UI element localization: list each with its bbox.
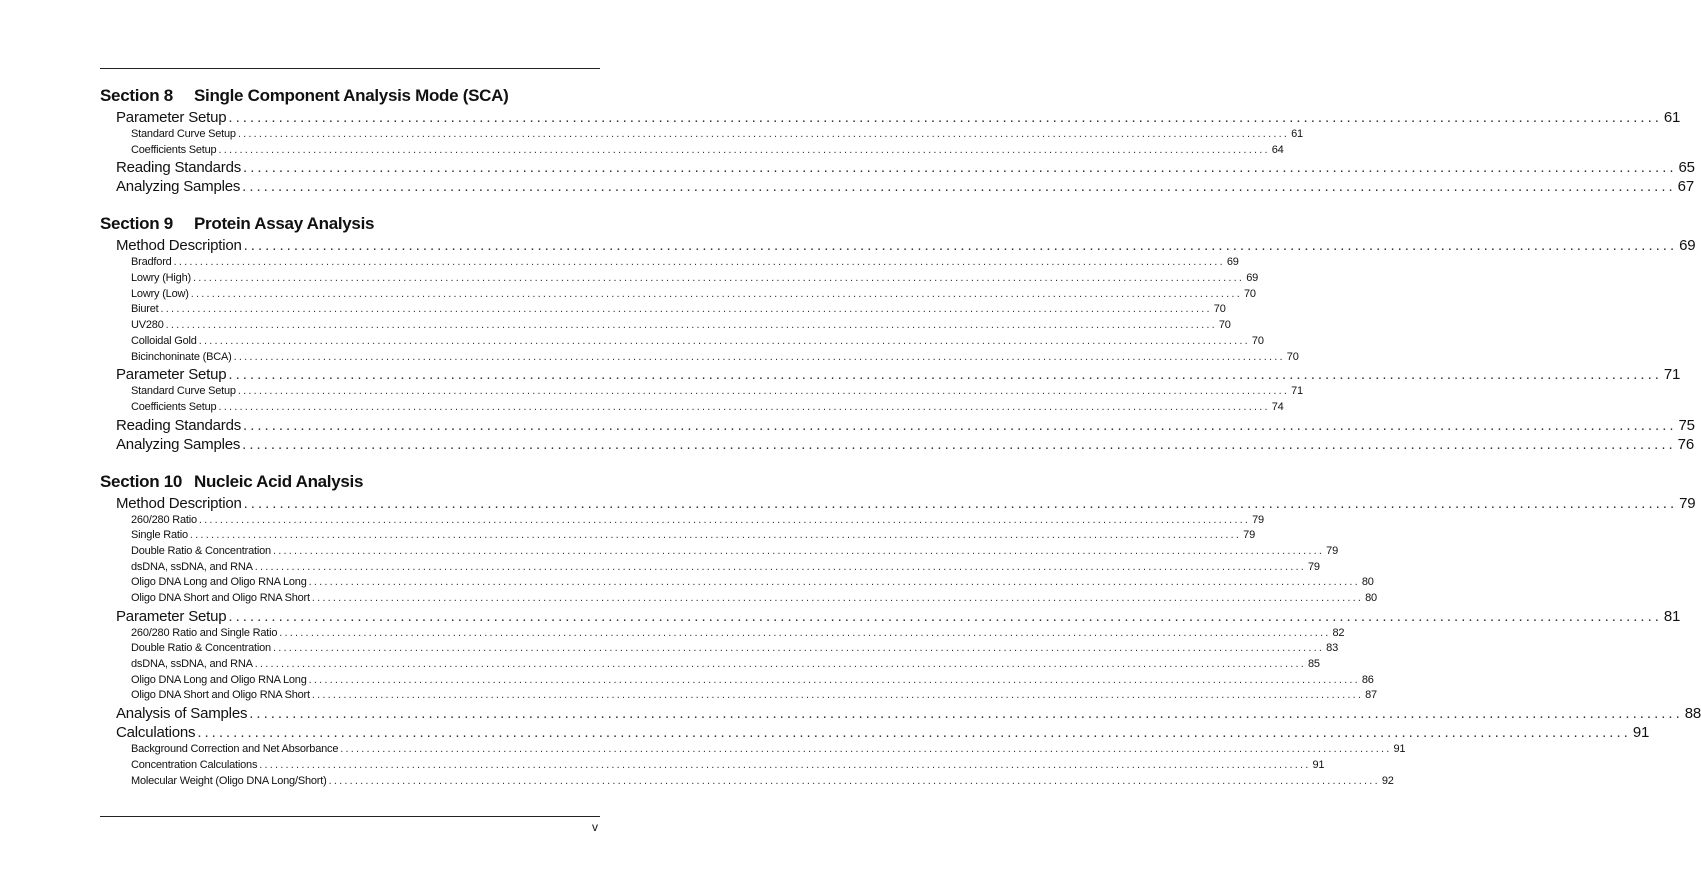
entry-page[interactable]: 80 — [1365, 592, 1377, 604]
toc-subentry[interactable] — [100, 143, 1284, 159]
bottom-rule — [100, 816, 600, 817]
dot-leader: ........................................................................................................................................................................................................ — [197, 724, 1631, 742]
toc-entry[interactable] — [100, 607, 1681, 626]
section-heading — [100, 470, 600, 494]
toc-subentry[interactable] — [100, 560, 1320, 576]
toc-entry[interactable] — [100, 108, 1681, 127]
toc-subentry[interactable] — [100, 350, 1299, 366]
entry-page[interactable]: 70 — [1213, 303, 1226, 316]
dot-leader: ........................................................................................................................................................................................................ — [243, 159, 1677, 177]
toc-subentry[interactable] — [100, 271, 1259, 287]
dot-leader: ........................................................................................................................................................................................................ — [192, 272, 1245, 285]
entry-page[interactable]: 74 — [1271, 400, 1284, 413]
dot-leader: ........................................................................................................................................................................................................ — [189, 529, 1242, 542]
section-number: Section 8 — [100, 86, 173, 105]
toc-subentry[interactable] — [100, 742, 1406, 758]
dot-leader: ........................................................................................................................................................................................................ — [311, 689, 1364, 702]
entry-page[interactable]: 79 — [1307, 560, 1320, 573]
entry-page[interactable]: 82 — [1332, 626, 1345, 639]
entry-page[interactable]: 91 — [1632, 724, 1650, 742]
entry-label[interactable]: Reading Standards — [116, 159, 242, 177]
entry-label[interactable]: Coefficients Setup — [131, 400, 217, 413]
entry-label[interactable]: Double Ratio & Concentration — [131, 642, 271, 655]
toc-entry[interactable] — [100, 158, 1695, 177]
toc-subentry[interactable] — [100, 758, 1325, 774]
entry-label[interactable]: Oligo DNA Long and Oligo RNA Long — [131, 673, 307, 686]
dot-leader: ........................................................................................................................................................................................................ — [173, 256, 1225, 269]
entry-page[interactable]: 69 — [1679, 237, 1696, 255]
entry-label[interactable]: Bicinchoninate (BCA) — [131, 350, 232, 363]
toc-entry[interactable] — [100, 704, 1701, 723]
entry-page[interactable]: 67 — [1677, 178, 1694, 196]
toc-entry[interactable] — [100, 416, 1695, 435]
entry-label[interactable]: Molecular Weight (Oligo DNA Long/Short) — [131, 774, 327, 787]
dot-leader: ........................................................................................................................................................................................................ — [228, 607, 1662, 625]
entry-page[interactable]: 61 — [1663, 109, 1681, 126]
dot-leader: ........................................................................................................................................................................................................ — [308, 576, 1360, 589]
toc-entry[interactable] — [100, 723, 1650, 742]
entry-label[interactable]: Analyzing Samples — [116, 178, 241, 196]
entry-label[interactable]: Analysis of Samples — [116, 705, 248, 723]
dot-leader: ........................................................................................................................................................................................................ — [228, 109, 1662, 126]
dot-leader: ........................................................................................................................................................................................................ — [160, 303, 1212, 316]
dot-leader: ........................................................................................................................................................................................................ — [228, 366, 1662, 384]
entry-page[interactable]: 75 — [1678, 416, 1695, 434]
entry-page[interactable]: 79 — [1679, 494, 1696, 512]
entry-label[interactable]: Biuret — [131, 303, 159, 316]
entry-page[interactable]: 85 — [1307, 658, 1320, 671]
dot-leader: ........................................................................................................................................................................................................ — [272, 642, 1325, 655]
entry-page[interactable]: 65 — [1678, 159, 1695, 177]
dot-leader: ........................................................................................................................................................................................................ — [254, 560, 1306, 573]
toc-subentry[interactable] — [100, 255, 1239, 271]
entry-page[interactable]: 61 — [1291, 128, 1303, 140]
entry-page[interactable]: 71 — [1291, 385, 1303, 398]
toc-subentry[interactable] — [100, 544, 1339, 560]
toc-subentry[interactable] — [100, 657, 1320, 673]
toc-subentry[interactable] — [100, 384, 1303, 400]
toc-subentry[interactable] — [100, 688, 1377, 704]
entry-label[interactable]: Parameter Setup — [116, 109, 227, 126]
toc-subentry[interactable] — [100, 287, 1256, 303]
toc-entry[interactable] — [100, 435, 1694, 454]
dot-leader: ........................................................................................................................................................................................................ — [340, 743, 1392, 756]
entry-label[interactable]: dsDNA, ssDNA, and RNA — [131, 658, 253, 671]
entry-page[interactable]: 70 — [1218, 319, 1231, 332]
entry-label[interactable]: Standard Curve Setup — [131, 385, 236, 398]
entry-page[interactable]: 79 — [1243, 529, 1255, 542]
dot-leader: ........................................................................................................................................................................................................ — [279, 626, 1331, 639]
toc-entry[interactable] — [100, 236, 1696, 255]
top-rule — [100, 68, 600, 69]
toc-subentry[interactable] — [100, 774, 1394, 790]
entry-label[interactable]: dsDNA, ssDNA, and RNA — [131, 560, 253, 573]
toc-entry[interactable] — [100, 494, 1696, 513]
section-title: Protein Assay Analysis — [194, 214, 375, 234]
toc-subentry[interactable] — [100, 318, 1231, 334]
dot-leader: ........................................................................................................................................................................................................ — [249, 705, 1683, 723]
entry-page[interactable]: 87 — [1365, 689, 1377, 702]
entry-page[interactable]: 70 — [1286, 350, 1299, 363]
page-number: v — [592, 820, 598, 834]
entry-page[interactable]: 81 — [1663, 607, 1681, 625]
dot-leader: ........................................................................................................................................................................................................ — [165, 319, 1217, 332]
section-gap — [100, 454, 600, 470]
entry-label[interactable]: Method Description — [116, 237, 242, 255]
dot-leader: ........................................................................................................................................................................................................ — [237, 128, 1290, 140]
toc-subentry[interactable] — [100, 673, 1374, 689]
entry-label[interactable]: Bradford — [131, 256, 172, 269]
entry-page[interactable]: 91 — [1312, 758, 1325, 771]
entry-label[interactable]: 260/280 Ratio and Single Ratio — [131, 626, 278, 639]
section-number: Section 9 — [100, 214, 173, 234]
entry-page[interactable]: 70 — [1251, 334, 1264, 347]
section-gap — [100, 196, 600, 212]
toc-subentry[interactable] — [100, 528, 1255, 544]
dot-leader: ........................................................................................................................................................................................................ — [198, 334, 1250, 347]
entry-page[interactable]: 92 — [1381, 774, 1394, 787]
toc-subentry[interactable] — [100, 591, 1377, 607]
dot-leader: ........................................................................................................................................................................................................ — [311, 592, 1364, 604]
dot-leader: ........................................................................................................................................................................................................ — [243, 416, 1677, 434]
entry-label[interactable]: Concentration Calculations — [131, 758, 258, 771]
entry-label[interactable]: Method Description — [116, 494, 242, 512]
dot-leader: ........................................................................................................................................................................................................ — [243, 237, 1678, 255]
dot-leader: ........................................................................................................................................................................................................ — [259, 758, 1311, 771]
entry-page[interactable]: 76 — [1677, 435, 1694, 453]
entry-label[interactable]: Parameter Setup — [116, 366, 227, 384]
entry-label[interactable]: Double Ratio & Concentration — [131, 544, 271, 557]
section-number: Section 10 — [100, 471, 183, 491]
entry-page[interactable]: 79 — [1252, 513, 1264, 526]
toc-subentry[interactable] — [100, 575, 1374, 591]
entry-label[interactable]: Oligo DNA Short and Oligo RNA Short — [131, 592, 310, 604]
entry-page[interactable]: 69 — [1226, 256, 1239, 269]
toc-subentry[interactable] — [100, 302, 1226, 318]
dot-leader: ........................................................................................................................................................................................................ — [190, 287, 1242, 300]
entry-page[interactable]: 64 — [1271, 143, 1284, 156]
entry-page[interactable]: 80 — [1361, 576, 1374, 589]
entry-label[interactable]: Lowry (Low) — [131, 287, 189, 300]
entry-label[interactable]: Colloidal Gold — [131, 334, 197, 347]
entry-label[interactable]: Oligo DNA Short and Oligo RNA Short — [131, 689, 310, 702]
entry-label[interactable]: Oligo DNA Long and Oligo RNA Long — [131, 576, 307, 589]
entry-label[interactable]: Standard Curve Setup — [131, 128, 236, 140]
entry-label[interactable]: 260/280 Ratio — [131, 513, 197, 526]
toc-subentry[interactable] — [100, 400, 1284, 416]
dot-leader: ........................................................................................................................................................................................................ — [242, 178, 1676, 196]
dot-leader: ........................................................................................................................................................................................................ — [308, 673, 1360, 686]
entry-page[interactable]: 79 — [1326, 544, 1339, 557]
table-of-contents — [100, 84, 1701, 789]
entry-page[interactable]: 86 — [1361, 673, 1374, 686]
toc-subentry[interactable] — [100, 513, 1264, 529]
dot-leader: ........................................................................................................................................................................................................ — [328, 774, 1380, 787]
toc-subentry[interactable] — [100, 334, 1264, 350]
dot-leader: ........................................................................................................................................................................................................ — [272, 544, 1325, 557]
toc-subentry[interactable] — [100, 127, 1303, 143]
entry-label[interactable]: Coefficients Setup — [131, 143, 217, 156]
entry-label[interactable]: Reading Standards — [116, 416, 242, 434]
entry-page[interactable]: 71 — [1663, 366, 1681, 384]
entry-label[interactable]: UV280 — [131, 319, 164, 332]
entry-page[interactable]: 88 — [1684, 705, 1701, 723]
entry-label[interactable]: Parameter Setup — [116, 607, 227, 625]
toc-subentry[interactable] — [100, 641, 1339, 657]
entry-label[interactable]: Single Ratio — [131, 529, 188, 542]
dot-leader: ........................................................................................................................................................................................................ — [218, 143, 1270, 156]
dot-leader: ........................................................................................................................................................................................................ — [237, 385, 1290, 398]
entry-label[interactable]: Calculations — [116, 724, 196, 742]
section-title: Nucleic Acid Analysis — [194, 471, 364, 491]
dot-leader: ........................................................................................................................................................................................................ — [254, 658, 1306, 671]
section-heading — [100, 84, 600, 108]
section-title: Single Component Analysis Mode (SCA) — [194, 86, 509, 105]
entry-page[interactable]: 69 — [1246, 272, 1259, 285]
toc-subentry[interactable] — [100, 626, 1345, 642]
entry-page[interactable]: 91 — [1393, 743, 1406, 756]
toc-entry[interactable] — [100, 365, 1681, 384]
entry-label[interactable]: Lowry (High) — [131, 272, 191, 285]
dot-leader: ........................................................................................................................................................................................................ — [198, 513, 1251, 526]
dot-leader: ........................................................................................................................................................................................................ — [218, 400, 1270, 413]
section-heading — [100, 212, 600, 236]
toc-entry[interactable] — [100, 177, 1694, 196]
entry-page[interactable]: 83 — [1326, 642, 1339, 655]
entry-page[interactable]: 70 — [1243, 287, 1256, 300]
dot-leader: ........................................................................................................................................................................................................ — [243, 494, 1678, 512]
entry-label[interactable]: Analyzing Samples — [116, 435, 241, 453]
entry-label[interactable]: Background Correction and Net Absorbance — [131, 743, 339, 756]
dot-leader: ........................................................................................................................................................................................................ — [242, 435, 1676, 453]
dot-leader: ........................................................................................................................................................................................................ — [233, 350, 1285, 363]
